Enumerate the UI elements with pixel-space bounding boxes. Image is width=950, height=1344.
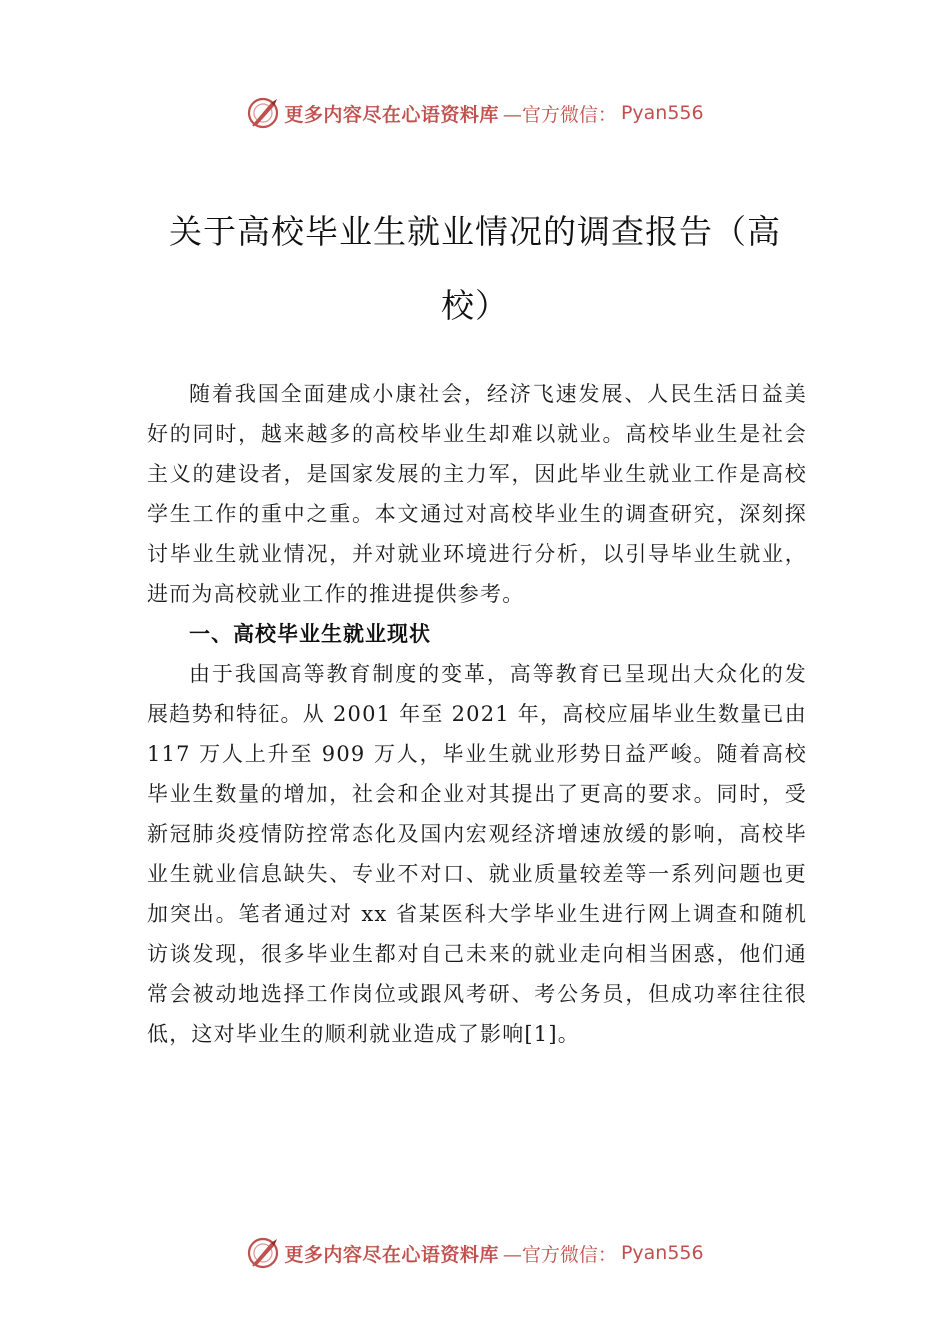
watermark-separator: —官方微信： [502, 1243, 617, 1266]
intro-paragraph: 随着我国全面建成小康社会，经济飞速发展、人民生活日益美好的同时，越来越多的高校毕业生却难以就业。高校毕业生是社会主义的建设者，是国家发展的主力军，因此毕业生就业工作是高校学生工作的重中之重。本文通过对高校毕业生的调查研究，深刻探讨毕业生就业情况，并对就业环境进行分析，以引导毕业生就业，进而为高校就业工作的推进提供参考。 [147, 382, 807, 606]
quill-pen-seal-icon [246, 1236, 280, 1270]
watermark-brand: 更多内容尽在心语资料库 [284, 103, 499, 126]
document-body [147, 374, 807, 1054]
quill-pen-seal-icon [246, 96, 280, 130]
footer-watermark [0, 1236, 950, 1270]
watermark-separator: —官方微信： [502, 103, 617, 126]
watermark-brand: 更多内容尽在心语资料库 [284, 1243, 499, 1266]
section-paragraph: 由于我国高等教育制度的变革，高等教育已呈现出大众化的发展趋势和特征。从 2001 年至 2021 年，高校应届毕业生数量已由 117 万人上升至 909 万人，毕业生就业形势日益严峻。随着高校毕业生数量的增加，社会和企业对其提出了更高的要求。同时，受新冠肺炎疫情防控常态化及国内宏观经济增速放缓的影响，高校毕业生就业信息缺失、专业不对口、就业质量较差等一系列问题也更加突出。笔者通过对 xx 省某医科大学毕业生进行网上调查和随机访谈发现，很多毕业生都对自己未来的就业走向相当困惑，他们通常会被动地选择工作岗位或跟风考研、考公务员，但成功率往往很低，这对毕业生的顺利就业造成了影响[1]。 [147, 662, 807, 1046]
section-heading: 一、高校毕业生就业现状 [189, 622, 431, 646]
watermark-wechat-id: Pyan556 [620, 102, 704, 124]
header-watermark [0, 96, 950, 130]
watermark-wechat-id: Pyan556 [620, 1242, 704, 1264]
document-title: 关于高校毕业生就业情况的调查报告（高校） [169, 212, 781, 325]
